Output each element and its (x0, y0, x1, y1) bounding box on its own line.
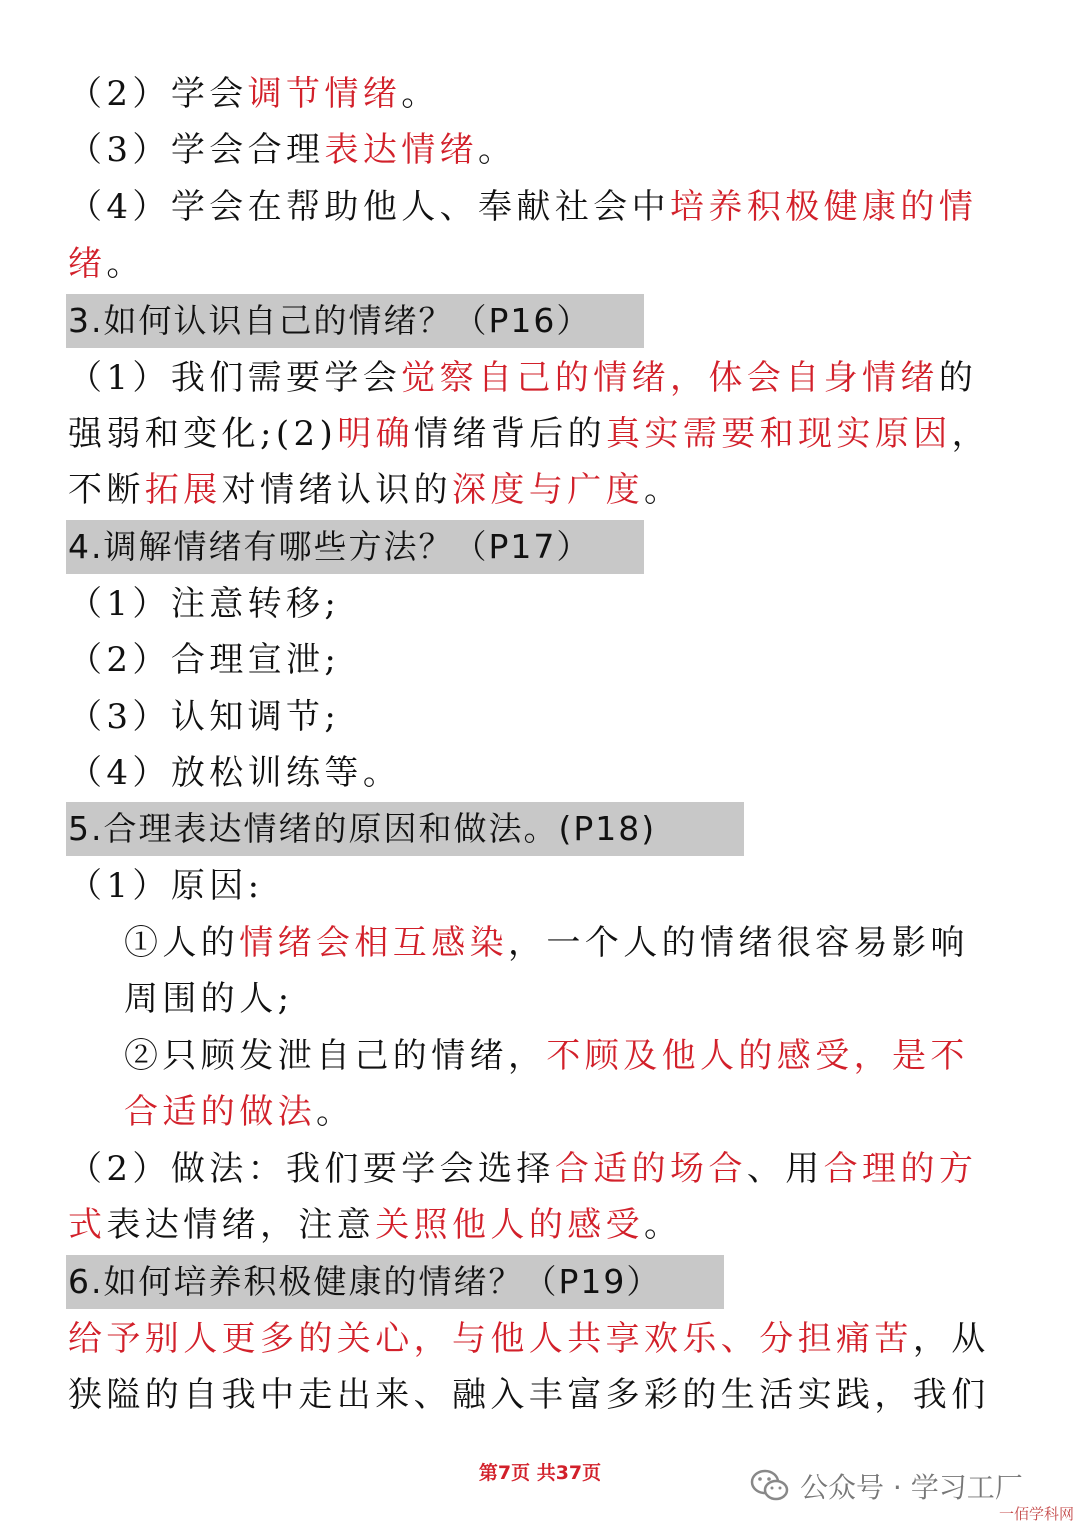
text-line (68, 689, 340, 745)
key-point-text: 情绪会相互感染 (239, 923, 509, 963)
body-text: （4）放松训练等。 (68, 753, 402, 793)
wechat-account (750, 1466, 1023, 1506)
text-line (68, 66, 440, 122)
text-line (124, 971, 293, 1027)
wechat-icon (750, 1469, 790, 1503)
heading-text: 3.如何认识自己的情绪？（P16） (68, 301, 592, 340)
body-text: （1）我们需要学会 (68, 358, 402, 398)
key-point-text: 给予别人更多的关心，与他人共享欢乐、分担痛苦 (68, 1319, 913, 1359)
text-line (68, 858, 264, 914)
body-text: 情绪背后的 (414, 414, 607, 454)
body-text: 表达情绪，注意 (106, 1205, 376, 1245)
section-heading (68, 520, 591, 574)
key-point-text: 调节情绪 (247, 74, 402, 114)
key-point-text: 表达情绪 (324, 130, 479, 170)
text-line (68, 576, 340, 632)
wechat-account-label: 公众号 · 学习工厂 (800, 1471, 1023, 1504)
text-line (68, 179, 977, 235)
key-point-text: 不顾及他人的感受，是不 (546, 1036, 969, 1076)
section-heading (68, 294, 591, 348)
body-text: ，从 (912, 1319, 990, 1359)
text-line (68, 236, 145, 292)
body-text: 强弱和变化;(2) (68, 414, 338, 454)
key-point-text: 觉察自己的情绪，体会自身情绪 (401, 358, 939, 398)
body-text: 。 (644, 470, 683, 510)
body-text: 不断 (68, 470, 145, 510)
watermark: 一佰学科网 (998, 1505, 1074, 1523)
heading-text: 4.调解情绪有哪些方法？（P17） (68, 527, 592, 566)
text-line (124, 1028, 969, 1084)
body-text: （2）学会 (68, 74, 248, 114)
key-point-text: 深度与广度 (452, 470, 645, 510)
key-point-text: 明确 (337, 414, 415, 454)
body-text: （4）学会在帮助他人、奉献社会中 (68, 187, 671, 227)
key-point-text: 真实需要和现实原因 (606, 414, 952, 454)
key-point-text: 式 (68, 1205, 107, 1245)
text-line (68, 1367, 990, 1423)
text-line (68, 350, 977, 406)
text-line (68, 1311, 990, 1367)
body-text: （3）学会合理 (68, 130, 325, 170)
body-text: 周围的人; (124, 979, 294, 1019)
body-text: 。 (106, 244, 145, 284)
body-text: ②只顾发泄自己的情绪， (124, 1036, 547, 1076)
key-point-text: 关照他人的感受 (375, 1205, 645, 1245)
text-line (68, 632, 340, 688)
text-line (124, 915, 969, 971)
body-text: ①人的 (124, 923, 240, 963)
body-text: （3）认知调节; (68, 697, 341, 737)
text-line (68, 406, 990, 462)
body-text: （1）注意转移; (68, 584, 341, 624)
body-text: 。 (478, 130, 517, 170)
body-text: 对情绪认识的 (221, 470, 453, 510)
text-line (124, 1084, 354, 1140)
heading-text: 5.合理表达情绪的原因和做法。(P18) (68, 809, 657, 848)
text-line (68, 462, 682, 518)
body-text: 狭隘的自我中走出来、融入丰富多彩的生活实践，我们 (68, 1375, 990, 1415)
key-point-text: 合适的做法 (124, 1092, 316, 1132)
body-text: （2）合理宣泄; (68, 640, 341, 680)
text-line (68, 122, 516, 178)
body-text: ，一个人的情绪很容易影响 (508, 923, 969, 963)
section-heading (68, 802, 656, 856)
text-line (68, 1141, 977, 1197)
body-text: 、用 (746, 1149, 824, 1189)
text-line (68, 1197, 682, 1253)
key-point-text: 合适的场合 (554, 1149, 747, 1189)
key-point-text: 绪 (68, 244, 107, 284)
page-number: 第7页 共37页 (478, 1462, 602, 1484)
body-text: 。 (644, 1205, 683, 1245)
body-text: 。 (401, 74, 440, 114)
body-text: （1）原因: (68, 866, 264, 906)
key-point-text: 拓展 (144, 470, 222, 510)
body-text: ， (951, 414, 991, 454)
body-text: （2）做法：我们要学会选择 (68, 1149, 555, 1189)
key-point-text: 合理的方 (823, 1149, 978, 1189)
key-point-text: 培养积极健康的情 (670, 187, 978, 227)
body-text: 。 (316, 1092, 355, 1132)
body-text: 的 (938, 358, 978, 398)
text-line (68, 745, 401, 801)
heading-text: 6.如何培养积极健康的情绪？（P19） (68, 1262, 662, 1301)
section-heading (68, 1255, 661, 1309)
